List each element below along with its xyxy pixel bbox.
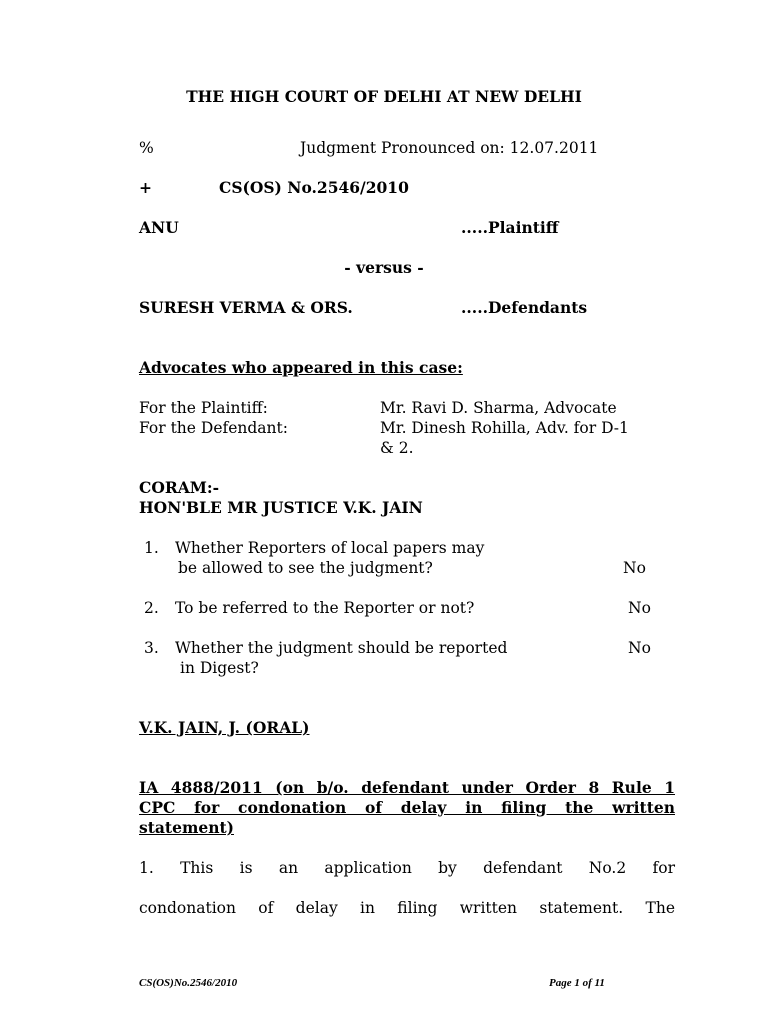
footer-case-ref: CS(OS)No.2546/2010 <box>139 977 238 989</box>
question-number: 3. <box>144 639 159 657</box>
question-text: Whether the judgment should be reported <box>175 639 508 657</box>
page-number: Page 1 of 11 <box>549 977 605 989</box>
ia-heading-cont: CPC for condonation of delay in filing the written <box>139 798 675 817</box>
plaintiff-label: For the Plaintiff: <box>139 399 268 417</box>
defendant-label: For the Defendant: <box>139 419 288 437</box>
versus-label: - versus - <box>344 258 424 277</box>
defendant-counsel-cont: & 2. <box>380 439 414 457</box>
question-text-cont: be allowed to see the judgment? <box>178 559 433 577</box>
ia-heading: IA 4888/2011 (on b/o. defendant under Order 8 Rule 1 <box>139 778 675 797</box>
question-text: Whether Reporters of local papers may <box>175 539 485 557</box>
question-text-cont: in Digest? <box>180 659 259 677</box>
pronounced-date: Judgment Pronounced on: 12.07.2011 <box>300 139 599 157</box>
plus-mark: + <box>139 178 152 197</box>
defendant-role: .....Defendants <box>461 298 588 317</box>
plaintiff-name: ANU <box>139 218 179 237</box>
coram-judge: HON'BLE MR JUSTICE V.K. JAIN <box>139 498 423 517</box>
case-number: CS(OS) No.2546/2010 <box>219 178 409 197</box>
ia-heading-end: statement) <box>139 818 234 837</box>
coram-label: CORAM:- <box>139 478 220 497</box>
plaintiff-role: .....Plaintiff <box>461 218 559 237</box>
plaintiff-counsel: Mr. Ravi D. Sharma, Advocate <box>380 399 617 417</box>
question-answer: No <box>623 559 646 577</box>
question-number: 2. <box>144 599 159 617</box>
defendant-counsel: Mr. Dinesh Rohilla, Adv. for D-1 <box>380 419 629 437</box>
advocates-heading: Advocates who appeared in this case: <box>139 358 463 377</box>
court-title: THE HIGH COURT OF DELHI AT NEW DELHI <box>186 87 582 106</box>
percent-mark: % <box>139 139 154 157</box>
question-answer: No <box>628 639 651 657</box>
judgment-author: V.K. JAIN, J. (ORAL) <box>139 718 310 737</box>
question-number: 1. <box>144 539 159 557</box>
question-answer: No <box>628 599 651 617</box>
question-text: To be referred to the Reporter or not? <box>175 599 475 617</box>
defendant-name: SURESH VERMA & ORS. <box>139 298 353 317</box>
paragraph-1: 1. This is an application by defendant No.2 for <box>139 859 675 877</box>
paragraph-1-cont: condonation of delay in filing written statement. The <box>139 899 675 917</box>
